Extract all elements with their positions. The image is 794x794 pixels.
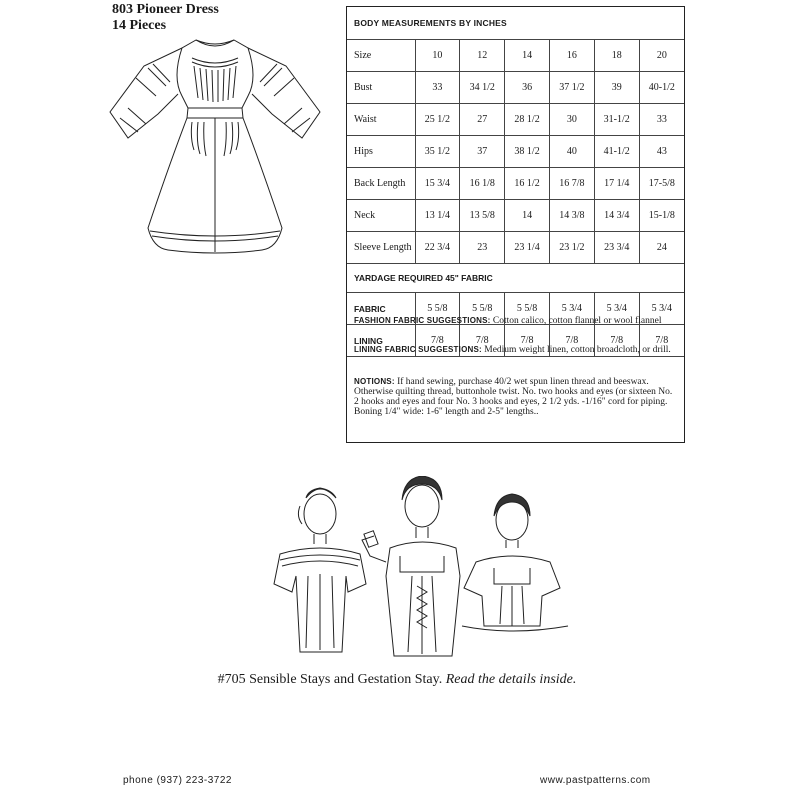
cell: 35 1/2 (415, 136, 460, 168)
cell: 7/8 (505, 325, 550, 357)
cell: 40 (549, 136, 594, 168)
dress-illustration (108, 38, 323, 263)
footer-url[interactable]: www.pastpatterns.com (540, 775, 651, 786)
cell: 39 (594, 72, 639, 104)
cell: 17-5/8 (639, 168, 684, 200)
cell: 16 7/8 (549, 168, 594, 200)
lining-fabric-text: Medium weight linen, cotton broadcloth, or drill. (484, 345, 671, 355)
cell: 36 (505, 72, 550, 104)
measurements-panel (346, 6, 685, 443)
cell: 31-1/2 (594, 104, 639, 136)
cell: 22 3/4 (415, 232, 460, 264)
pattern-title: 803 Pioneer Dress (112, 2, 219, 17)
cell: 5 5/8 (460, 293, 505, 325)
cell: 15 3/4 (415, 168, 460, 200)
cell: 23 3/4 (594, 232, 639, 264)
cell: 24 (639, 232, 684, 264)
row-label: Bust (347, 72, 415, 104)
pattern-pieces: 14 Pieces (112, 18, 167, 33)
cell: 5 5/8 (505, 293, 550, 325)
cell: 12 (460, 40, 505, 72)
cell: 15-1/8 (639, 200, 684, 232)
stays-illustration (262, 476, 572, 666)
cell: 33 (415, 72, 460, 104)
cell: 5 3/4 (549, 293, 594, 325)
notions-label: NOTIONS: (354, 377, 395, 386)
cell: 14 (505, 200, 550, 232)
cell: 7/8 (415, 325, 460, 357)
row-label: Back Length (347, 168, 415, 200)
cell: 28 1/2 (505, 104, 550, 136)
cell: 23 1/4 (505, 232, 550, 264)
cell: 16 1/8 (460, 168, 505, 200)
table-row (347, 232, 684, 264)
cell: 37 (460, 136, 505, 168)
row-label: Size (347, 40, 415, 72)
cell: 38 1/2 (505, 136, 550, 168)
figure-left (274, 488, 366, 652)
cell: 40-1/2 (639, 72, 684, 104)
measurements-heading: BODY MEASUREMENTS BY INCHES (347, 7, 684, 40)
cell: 17 1/4 (594, 168, 639, 200)
table-row (347, 168, 684, 200)
cell: 13 1/4 (415, 200, 460, 232)
row-label: Neck (347, 200, 415, 232)
cell: 25 1/2 (415, 104, 460, 136)
cell: 14 3/4 (594, 200, 639, 232)
cell: 37 1/2 (549, 72, 594, 104)
cell: 27 (460, 104, 505, 136)
cell: 5 5/8 (415, 293, 460, 325)
measurements-table (347, 7, 684, 357)
table-row (347, 136, 684, 168)
notions-text: If hand sewing, purchase 40/2 wet spun linen thread and beeswax. Otherwise quilting thread, buttonhole twist. No. two hooks and eyes (or sixteen No. 2 hooks and eyes and four No. 3 hooks and eyes, 2 1/2 yds. -1/16" cord for piping. Boning 1/4" wide: 1-6" length and 2-5" lengths.. (354, 377, 673, 417)
cell: 16 1/2 (505, 168, 550, 200)
caption-main: #705 Sensible Stays and Gestation Stay. (217, 672, 443, 687)
cell: 30 (549, 104, 594, 136)
cell: 7/8 (460, 325, 505, 357)
cell: 7/8 (549, 325, 594, 357)
cell: 41-1/2 (594, 136, 639, 168)
yardage-heading-row (347, 264, 684, 293)
cell: 7/8 (594, 325, 639, 357)
figure-middle (362, 476, 460, 656)
footer-phone: phone (937) 223-3722 (123, 775, 232, 786)
fashion-fabric-label: FASHION FABRIC SUGGESTIONS: (354, 316, 491, 325)
cell: 16 (549, 40, 594, 72)
row-label: Sleeve Length (347, 232, 415, 264)
fashion-fabric-text: Cotton calico, cotton flannel or wool flannel (492, 316, 662, 326)
row-label: FABRIC (347, 293, 415, 325)
fashion-fabric-note (354, 316, 674, 326)
table-row (347, 40, 684, 72)
cell: 7/8 (639, 325, 684, 357)
pattern-title-block (112, 2, 219, 34)
cell: 14 (505, 40, 550, 72)
figure-right (462, 494, 568, 631)
cell: 18 (594, 40, 639, 72)
table-row (347, 72, 684, 104)
row-label: Hips (347, 136, 415, 168)
yardage-heading: YARDAGE REQUIRED 45" FABRIC (347, 264, 684, 293)
cell: 14 3/8 (549, 200, 594, 232)
cell: 23 1/2 (549, 232, 594, 264)
cell: 33 (639, 104, 684, 136)
cell: 43 (639, 136, 684, 168)
table-row (347, 104, 684, 136)
table-row (347, 200, 684, 232)
lining-fabric-note (354, 345, 674, 355)
cell: 20 (639, 40, 684, 72)
cell: 34 1/2 (460, 72, 505, 104)
caption-italic: Read the details inside. (445, 672, 577, 687)
measurements-heading-row (347, 7, 684, 40)
cell: 5 3/4 (639, 293, 684, 325)
notions-note (354, 377, 674, 417)
row-label: LINING (347, 325, 415, 357)
row-label: Waist (347, 104, 415, 136)
cell: 10 (415, 40, 460, 72)
cell: 13 5/8 (460, 200, 505, 232)
illustration-caption (0, 672, 794, 688)
cell: 23 (460, 232, 505, 264)
lining-fabric-label: LINING FABRIC SUGGESTIONS: (354, 345, 482, 354)
cell: 5 3/4 (594, 293, 639, 325)
